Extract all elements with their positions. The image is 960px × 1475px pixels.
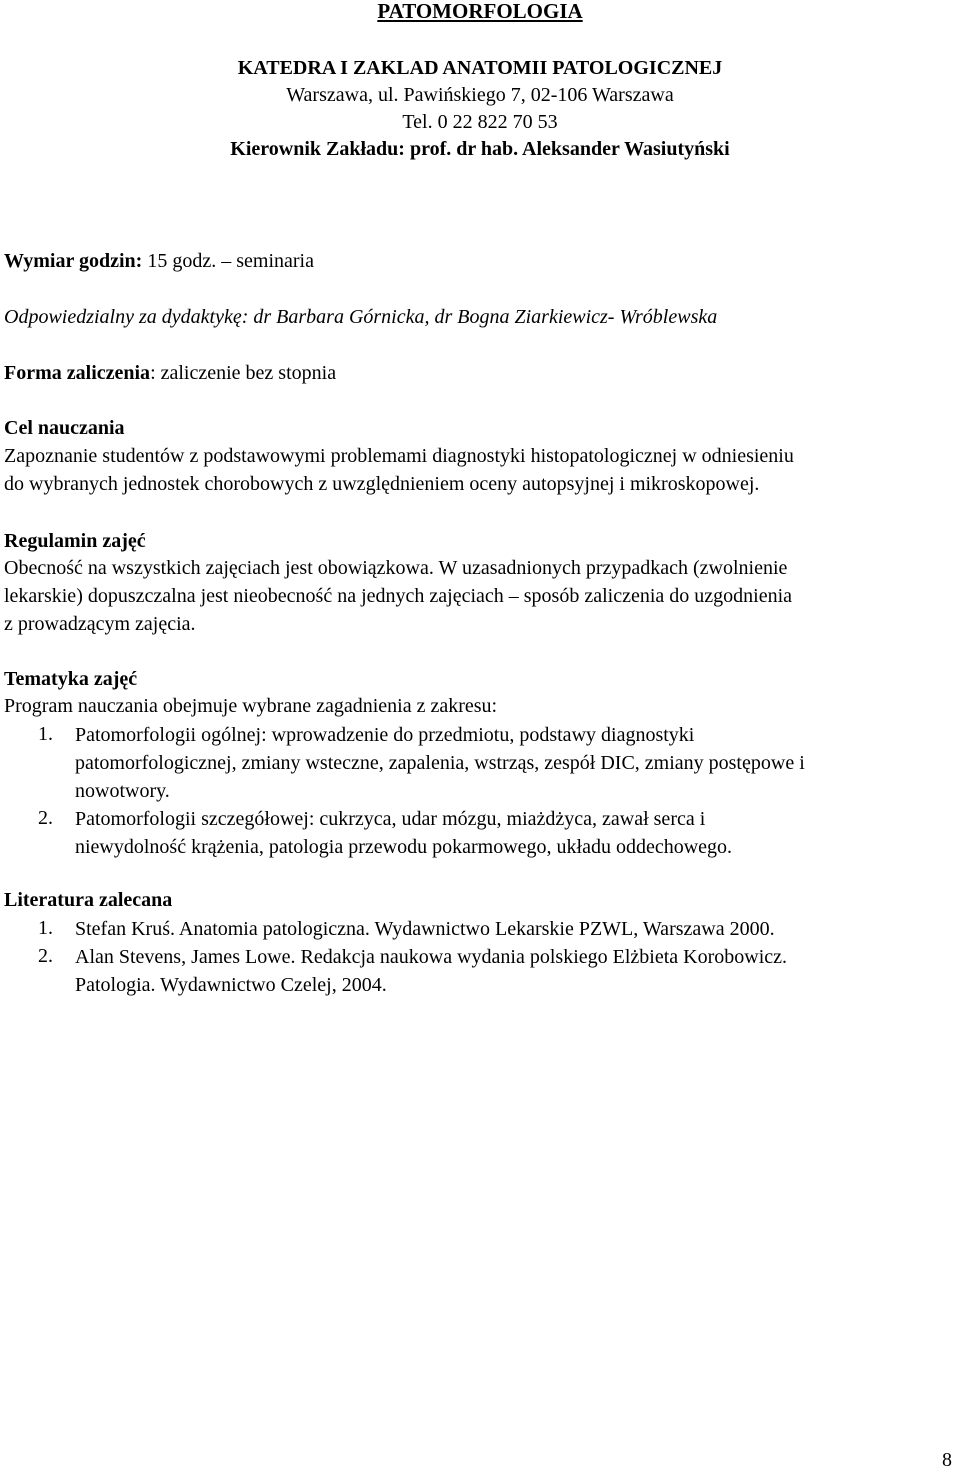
topics-heading: Tematyka zajęć [4, 668, 138, 690]
assessment-value: : zaliczenie bez stopnia [150, 362, 337, 384]
department-name: KATEDRA I ZAKLAD ANATOMII PATOLOGICZNEJ [237, 57, 723, 79]
topic-line: niewydolność krążenia, patologia przewodu pokarmowego, układu oddechowego. [75, 836, 733, 858]
topic-line: Patomorfologii ogólnej: wprowadzenie do przedmiotu, podstawy diagnostyki [75, 724, 695, 746]
topic-number: 2. [38, 807, 53, 829]
topic-line: patomorfologicznej, zmiany wsteczne, zapalenia, wstrząs, zespół DIC, zmiany postępowe i [75, 752, 805, 774]
goal-line: do wybranych jednostek chorobowych z uwzględnieniem oceny autopsyjnej i mikroskopowej. [4, 473, 760, 495]
rules-paragraph [4, 554, 959, 638]
goal-line: Zapoznanie studentów z podstawowymi problemami diagnostyki histopatologicznej w odniesieniu [4, 445, 794, 467]
topic-item [38, 805, 958, 861]
topic-line: nowotwory. [75, 780, 170, 802]
department-phone: Tel. 0 22 822 70 53 [402, 111, 558, 133]
literature-line: Alan Stevens, James Lowe. Redakcja naukowa wydania polskiego Elżbieta Korobowicz. [75, 946, 788, 968]
responsible-value: dr Barbara Górnicka, dr Bogna Ziarkiewicz- Wróblewska [248, 306, 718, 328]
hours-value: 15 godz. – seminaria [142, 250, 314, 272]
document-title: PATOMORFOLOGIA [377, 0, 583, 23]
rules-line: Obecność na wszystkich zajęciach jest obowiązkowa. W uzasadnionych przypadkach (zwolnienie [4, 557, 788, 579]
literature-item [38, 915, 958, 943]
literature-line: Patologia. Wydawnictwo Czelej, 2004. [75, 974, 387, 996]
literature-item [38, 943, 958, 999]
rules-line: lekarskie) dopuszczalna jest nieobecność na jednych zajęciach – sposób zaliczenia do uzgodnienia [4, 585, 792, 607]
literature-line: Stefan Kruś. Anatomia patologiczna. Wydawnictwo Lekarskie PZWL, Warszawa 2000. [75, 918, 775, 940]
hours-row [4, 248, 956, 274]
assessment-row [4, 360, 956, 386]
topic-item [38, 721, 958, 805]
topic-number: 1. [38, 723, 53, 745]
assessment-label: Forma zaliczenia [4, 362, 151, 384]
literature-heading: Literatura zalecana [4, 889, 173, 911]
topics-intro: Program nauczania obejmuje wybrane zagadnienia z zakresu: [4, 695, 498, 717]
rules-line: z prowadzącym zajęcia. [4, 613, 196, 635]
page-number: 8 [942, 1449, 952, 1471]
literature-number: 2. [38, 945, 53, 967]
responsible-label: Odpowiedzialny za dydaktykę: [4, 306, 249, 328]
literature-number: 1. [38, 917, 53, 939]
hours-label: Wymiar godzin: [4, 250, 143, 272]
topic-line: Patomorfologii szczegółowej: cukrzyca, udar mózgu, miażdżyca, zawał serca i [75, 808, 706, 830]
department-address: Warszawa, ul. Pawińskiego 7, 02-106 Warszawa [286, 84, 674, 106]
rules-heading: Regulamin zajęć [4, 530, 146, 552]
goal-heading: Cel nauczania [4, 417, 125, 439]
department-head: Kierownik Zakładu: prof. dr hab. Aleksander Wasiutyński [230, 138, 730, 160]
responsible-row [4, 304, 956, 330]
goal-paragraph [4, 442, 959, 498]
